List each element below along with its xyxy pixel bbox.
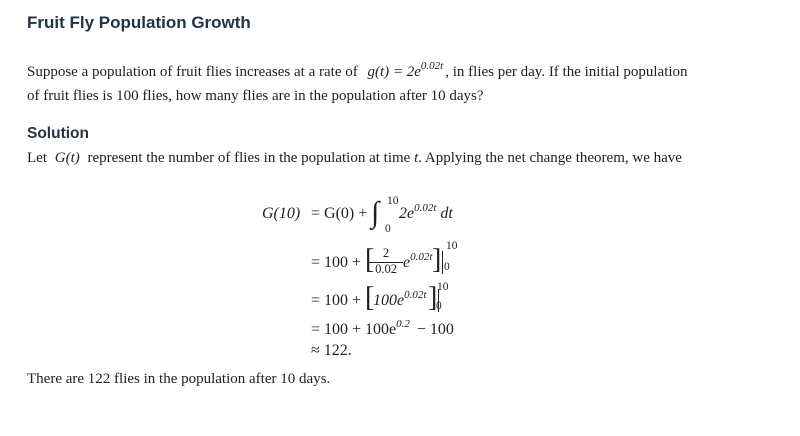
- rate-function: [367, 60, 444, 80]
- integral-sign: ∫: [371, 196, 380, 229]
- solution-text: [27, 146, 682, 170]
- integrand-exponent: 0.02t: [414, 202, 437, 214]
- fraction: [369, 246, 403, 277]
- line3-upper-limit: 10: [437, 281, 449, 293]
- line2-e-base: e: [403, 254, 411, 271]
- derivation-line3-term: [373, 289, 427, 310]
- problem-text: [27, 60, 688, 108]
- derivation-line4: [311, 318, 454, 339]
- right-bracket: ]: [432, 244, 442, 275]
- solution-text-let: Let: [27, 150, 47, 166]
- integrand-dt: dt: [440, 205, 453, 222]
- derivation-line5: ≈ 122.: [311, 342, 352, 359]
- line3-lower-limit: 0: [436, 300, 442, 312]
- left-bracket: [: [365, 244, 375, 275]
- integrand-base: 2e: [399, 205, 415, 222]
- rate-function-base: g(t) = 2e: [367, 64, 421, 80]
- fraction-numerator: 2: [382, 246, 390, 260]
- derivation-line2-prefix: = 100 +: [311, 254, 362, 271]
- right-bracket-2: ]: [428, 282, 438, 313]
- rate-function-exponent: 0.02t: [420, 60, 444, 72]
- line3-base: 100e: [373, 292, 405, 309]
- integral-upper-limit: 10: [387, 195, 399, 207]
- line2-upper-limit: 10: [446, 240, 458, 252]
- derivation-line1-integrand: [399, 202, 453, 223]
- evaluation-bar: [442, 251, 443, 274]
- left-bracket-2: [: [365, 282, 375, 313]
- solution-heading: Solution: [27, 125, 89, 142]
- solution-variable: t: [414, 150, 419, 166]
- line3-exponent: 0.02t: [404, 289, 427, 301]
- integral-lower-limit: 0: [385, 223, 391, 235]
- conclusion-text: There are 122 flies in the population after 10 days.: [27, 371, 331, 387]
- line4-start: = 100 + 100e: [311, 321, 397, 338]
- solution-function: G(t): [54, 150, 80, 166]
- page-title: Fruit Fly Population Growth: [27, 13, 251, 32]
- solution-text-end: . Applying the net change theorem, we have: [418, 150, 682, 166]
- problem-text-start: Suppose a population of fruit flies increases at a rate of: [27, 64, 358, 80]
- line2-lower-limit: 0: [444, 261, 450, 273]
- derivation-lhs: G(10): [262, 205, 301, 222]
- derivation-line1-prefix: = G(0) +: [311, 205, 368, 222]
- problem-text-end: , in flies per day. If the initial population: [445, 64, 688, 80]
- solution-text-mid: represent the number of flies in the population at time: [87, 150, 411, 166]
- problem-text-line2: of fruit flies is 100 flies, how many flies are in the population after 10 days?: [27, 88, 484, 104]
- derivation-line3-prefix: = 100 +: [311, 292, 362, 309]
- line2-exponent: 0.02t: [410, 251, 433, 263]
- fraction-denominator: 0.02: [375, 262, 397, 276]
- derivation-line2-e: [403, 251, 433, 272]
- line4-exponent: 0.2: [396, 318, 410, 330]
- line4-end: − 100: [416, 321, 454, 338]
